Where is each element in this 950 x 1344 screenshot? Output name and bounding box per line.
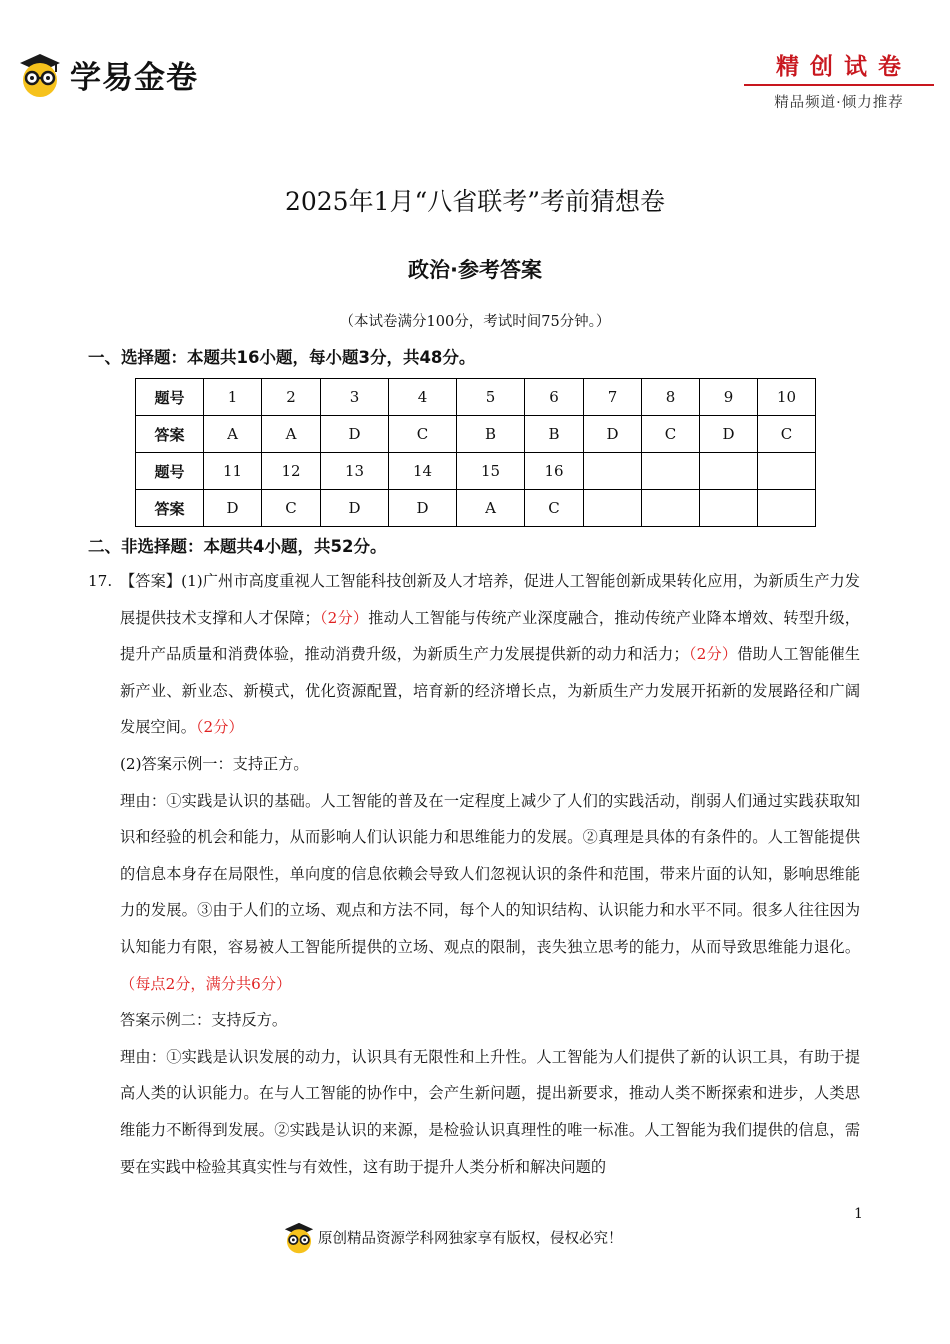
table-cell: B bbox=[525, 416, 584, 453]
document-title: 2025年1月“八省联考”考前猜想卷 bbox=[284, 187, 666, 216]
table-cell: 4 bbox=[389, 379, 457, 416]
table-cell: D bbox=[584, 416, 642, 453]
table-row bbox=[136, 379, 816, 416]
table-cell: C bbox=[262, 490, 321, 527]
page-number: 1 bbox=[854, 1206, 863, 1222]
table-cell bbox=[758, 490, 816, 527]
question-number: 17. bbox=[88, 572, 113, 590]
table-cell: 1 bbox=[204, 379, 262, 416]
table-cell: 15 bbox=[457, 453, 525, 490]
score-note: （每点2分，满分共6分） bbox=[120, 974, 292, 993]
table-cell: 9 bbox=[700, 379, 758, 416]
answer-paragraph-1 bbox=[88, 563, 861, 746]
document-subtitle: 政治·参考答案 bbox=[408, 258, 542, 282]
table-cell: C bbox=[758, 416, 816, 453]
table-cell bbox=[584, 490, 642, 527]
table-cell bbox=[758, 453, 816, 490]
answer-text: 理由：①实践是认识的基础。人工智能的普及在一定程度上减少了人们的实践活动，削弱人们通过实践获取知识和经验的机会和能力，从而影响人们认识能力和思维能力的发展。②真理是具体的有条件的。人工智能提供的信息本身存在局限性，单向度的信息依赖会导致人们忽视认识的条件和范围，带来片面的认知，影响思维能力的发展。③由于人们的立场、观点和方法不同，每个人的知识结构、认识能力和水平不同。很多人往往因为认知能力有限，容易被人工智能所提供的立场、观点的限制，丧失独立思考的能力，从而导致思维能力退化。 bbox=[120, 791, 860, 956]
brand-title: 精创试卷 bbox=[776, 53, 912, 80]
logo-text: 学易金卷 bbox=[70, 59, 198, 96]
brand-divider bbox=[744, 84, 934, 86]
table-cell: 5 bbox=[457, 379, 525, 416]
table-cell: 12 bbox=[262, 453, 321, 490]
section1-heading: 一、选择题：本题共16小题，每小题3分，共48分。 bbox=[88, 348, 476, 367]
table-cell bbox=[584, 453, 642, 490]
mascot-icon bbox=[16, 50, 64, 98]
table-cell: C bbox=[525, 490, 584, 527]
mascot-icon bbox=[282, 1220, 316, 1254]
answer-text: 推动人工智能与传统产业深度融合，推动传统产业降本增效、转型升级，提升产品质量和消费体验，推动消费升级，为新质生产力发展提供新的动力和活力； bbox=[120, 608, 860, 664]
table-cell: A bbox=[457, 490, 525, 527]
table-cell: 8 bbox=[642, 379, 700, 416]
row-label: 答案 bbox=[136, 490, 204, 527]
table-cell: 7 bbox=[584, 379, 642, 416]
table-row bbox=[136, 490, 816, 527]
question-17-answer bbox=[88, 563, 861, 1185]
table-cell: A bbox=[204, 416, 262, 453]
table-cell: D bbox=[389, 490, 457, 527]
score-note: （2分） bbox=[195, 718, 244, 737]
answer-text: 【答案】(1)广州市高度重视人工智能科技创新及人才培养，促进人工智能创新成果转化应用，为新质生产力发展提供技术支撑和人才保障； bbox=[120, 572, 860, 627]
table-row bbox=[136, 416, 816, 453]
table-cell bbox=[700, 490, 758, 527]
table-cell: A bbox=[262, 416, 321, 453]
table-cell: 16 bbox=[525, 453, 584, 490]
table-cell: C bbox=[389, 416, 457, 453]
row-label: 题号 bbox=[136, 453, 204, 490]
table-cell bbox=[700, 453, 758, 490]
table-cell: 14 bbox=[389, 453, 457, 490]
table-cell: 13 bbox=[321, 453, 389, 490]
table-cell: 10 bbox=[758, 379, 816, 416]
score-note: （2分） bbox=[688, 645, 738, 664]
table-cell: 3 bbox=[321, 379, 389, 416]
brand-subtitle: 精品频道·倾力推荐 bbox=[774, 95, 904, 111]
brand-banner bbox=[744, 48, 934, 112]
row-label: 答案 bbox=[136, 416, 204, 453]
table-cell bbox=[642, 453, 700, 490]
table-cell: 2 bbox=[262, 379, 321, 416]
score-note: （2分） bbox=[319, 608, 369, 627]
answer-paragraph-3 bbox=[120, 783, 860, 1003]
table-cell: B bbox=[457, 416, 525, 453]
table-cell: D bbox=[321, 416, 389, 453]
table-cell: D bbox=[204, 490, 262, 527]
answer-paragraph-2: (2)答案示例一：支持正方。 bbox=[120, 754, 309, 773]
answer-paragraph-5: 理由：①实践是认识发展的动力，认识具有无限性和上升性。人工智能为人们提供了新的认识工具，有助于提高人类的认识能力。在与人工智能的协作中，会产生新问题，提出新要求，推动人类不断探索和进步，人类思维能力不断得到发展。②实践是认识的来源，是检验认识真理性的唯一标准。人工智能为我们提供的信息，需要在实践中检验其真实性与有效性，这有助于提升人类分析和解决问题的 bbox=[120, 1047, 860, 1176]
answer-table bbox=[135, 378, 816, 527]
site-logo[interactable] bbox=[16, 50, 198, 98]
answer-paragraph-4: 答案示例二：支持反方。 bbox=[120, 1011, 288, 1030]
section2-heading: 二、非选择题：本题共4小题，共52分。 bbox=[88, 537, 387, 556]
copyright-notice: 原创精品资源学科网独家享有版权，侵权必究！ bbox=[318, 1230, 623, 1247]
table-row bbox=[136, 453, 816, 490]
exam-note: （本试卷满分100分，考试时间75分钟。） bbox=[339, 314, 611, 330]
row-label: 题号 bbox=[136, 379, 204, 416]
footer bbox=[282, 1220, 623, 1254]
answer-text: 借助人工智能催生新产业、新业态、新模式，优化资源配置，培育新的经济增长点，为新质生产力发展开拓新的发展路径和广阔发展空间。 bbox=[120, 645, 861, 737]
table-cell: D bbox=[700, 416, 758, 453]
table-cell: D bbox=[321, 490, 389, 527]
table-cell bbox=[642, 490, 700, 527]
table-cell: 11 bbox=[204, 453, 262, 490]
table-cell: 6 bbox=[525, 379, 584, 416]
table-cell: C bbox=[642, 416, 700, 453]
